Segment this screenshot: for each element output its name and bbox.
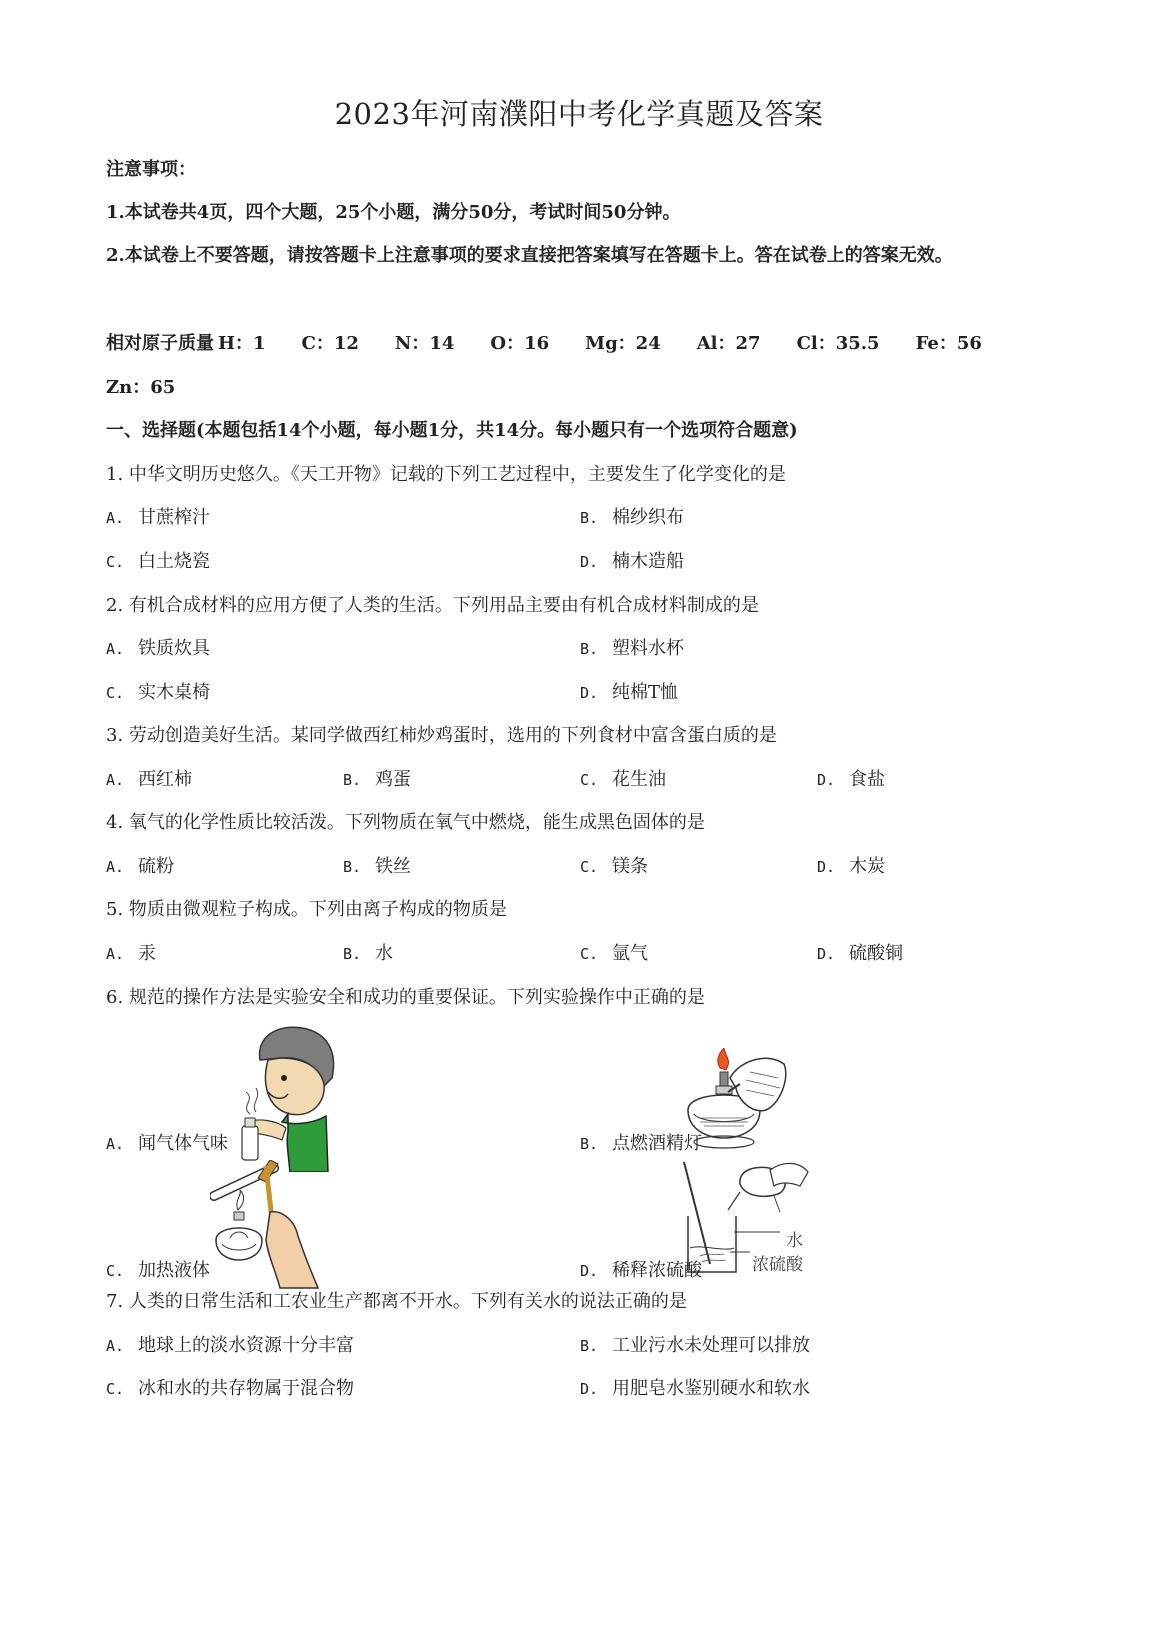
atomic-mass-h: H：1 [218, 333, 266, 354]
atomic-mass-label: 相对原子质量 [106, 333, 214, 354]
q6-option-b: B. 点燃酒精灯 [580, 1133, 702, 1154]
question-7-stem: 7. 人类的日常生活和工农业生产都离不开水。下列有关水的说法正确的是 [106, 1291, 687, 1312]
q2-option-a: A. 铁质炊具 [106, 638, 210, 659]
atomic-mass-n: N：14 [394, 333, 455, 354]
heat-liquid-figure [210, 1160, 320, 1290]
q7-option-b: B. 工业污水未处理可以排放 [580, 1335, 810, 1356]
notice-item-2: 2.本试卷上不要答题，请按答题卡上注意事项的要求直接把答案填写在答题卡上。答在试卷上的答案无效。 [106, 245, 953, 266]
q3-option-c: C. 花生油 [580, 769, 666, 790]
q4-option-b: B. 铁丝 [343, 856, 411, 877]
atomic-mass-fe: Fe：56 [915, 333, 982, 354]
smell-gas-figure [228, 1022, 340, 1172]
q3-option-a: A. 西红柿 [106, 769, 192, 790]
question-2-stem: 2. 有机合成材料的应用方便了人类的生活。下列用品主要由有机合成材料制成的是 [106, 595, 759, 616]
page-title: 2023年河南濮阳中考化学真题及答案 [334, 97, 824, 131]
atomic-mass-mg: Mg：24 [585, 333, 661, 354]
question-4-stem: 4. 氧气的化学性质比较活泼。下列物质在氧气中燃烧，能生成黑色固体的是 [106, 812, 705, 833]
q5-option-c: C. 氩气 [580, 943, 648, 964]
q2-option-d: D. 纯棉T恤 [580, 682, 679, 703]
question-3-stem: 3. 劳动创造美好生活。某同学做西红柿炒鸡蛋时，选用的下列食材中富含蛋白质的是 [106, 725, 777, 746]
notice-item-1: 1.本试卷共4页，四个大题，25个小题，满分50分，考试时间50分钟。 [106, 202, 681, 223]
q5-option-b: B. 水 [343, 943, 393, 964]
atomic-mass-o: O：16 [490, 333, 550, 354]
question-5-stem: 5. 物质由微观粒子构成。下列由离子构成的物质是 [106, 899, 507, 920]
q6-option-a: A. 闻气体气味 [106, 1133, 228, 1154]
q7-option-c: C. 冰和水的共存物属于混合物 [106, 1378, 354, 1399]
q6-option-c: C. 加热液体 [106, 1260, 210, 1281]
atomic-mass-c: C：12 [301, 333, 359, 354]
q4-option-a: A. 硫粉 [106, 856, 174, 877]
q3-option-b: B. 鸡蛋 [343, 769, 411, 790]
label-water: 水 [786, 1231, 803, 1251]
atomic-mass-zn: Zn：65 [106, 377, 176, 398]
q2-option-c: C. 实木桌椅 [106, 682, 210, 703]
q4-option-c: C. 镁条 [580, 856, 648, 877]
q2-option-b: B. 塑料水杯 [580, 638, 684, 659]
q6-option-d: D. 稀释浓硫酸 [580, 1260, 702, 1281]
label-sulfuric-acid: 浓硫酸 [752, 1255, 803, 1275]
q1-option-d: D. 楠木造船 [580, 551, 684, 572]
atomic-mass-al: Al：27 [696, 333, 761, 354]
q3-option-d: D. 食盐 [817, 769, 885, 790]
q7-option-d: D. 用肥皂水鉴别硬水和软水 [580, 1378, 810, 1399]
atomic-mass-row [106, 329, 1018, 355]
q5-option-d: D. 硫酸铜 [817, 943, 903, 964]
q7-option-a: A. 地球上的淡水资源十分丰富 [106, 1335, 354, 1356]
question-1-stem: 1. 中华文明历史悠久。《天工开物》记载的下列工艺过程中，主要发生了化学变化的是 [106, 464, 786, 485]
section-1-heading: 一、选择题(本题包括14个小题，每小题1分，共14分。每小题只有一个选项符合题意) [106, 420, 798, 441]
q4-option-d: D. 木炭 [817, 856, 885, 877]
notice-heading: 注意事项： [106, 159, 196, 180]
q1-option-c: C. 白土烧瓷 [106, 551, 210, 572]
q1-option-a: A. 甘蔗榨汁 [106, 507, 210, 528]
q1-option-b: B. 棉纱织布 [580, 507, 684, 528]
question-6-stem: 6. 规范的操作方法是实验安全和成功的重要保证。下列实验操作中正确的是 [106, 987, 705, 1008]
q5-option-a: A. 汞 [106, 943, 156, 964]
atomic-mass-cl: Cl：35.5 [796, 333, 880, 354]
